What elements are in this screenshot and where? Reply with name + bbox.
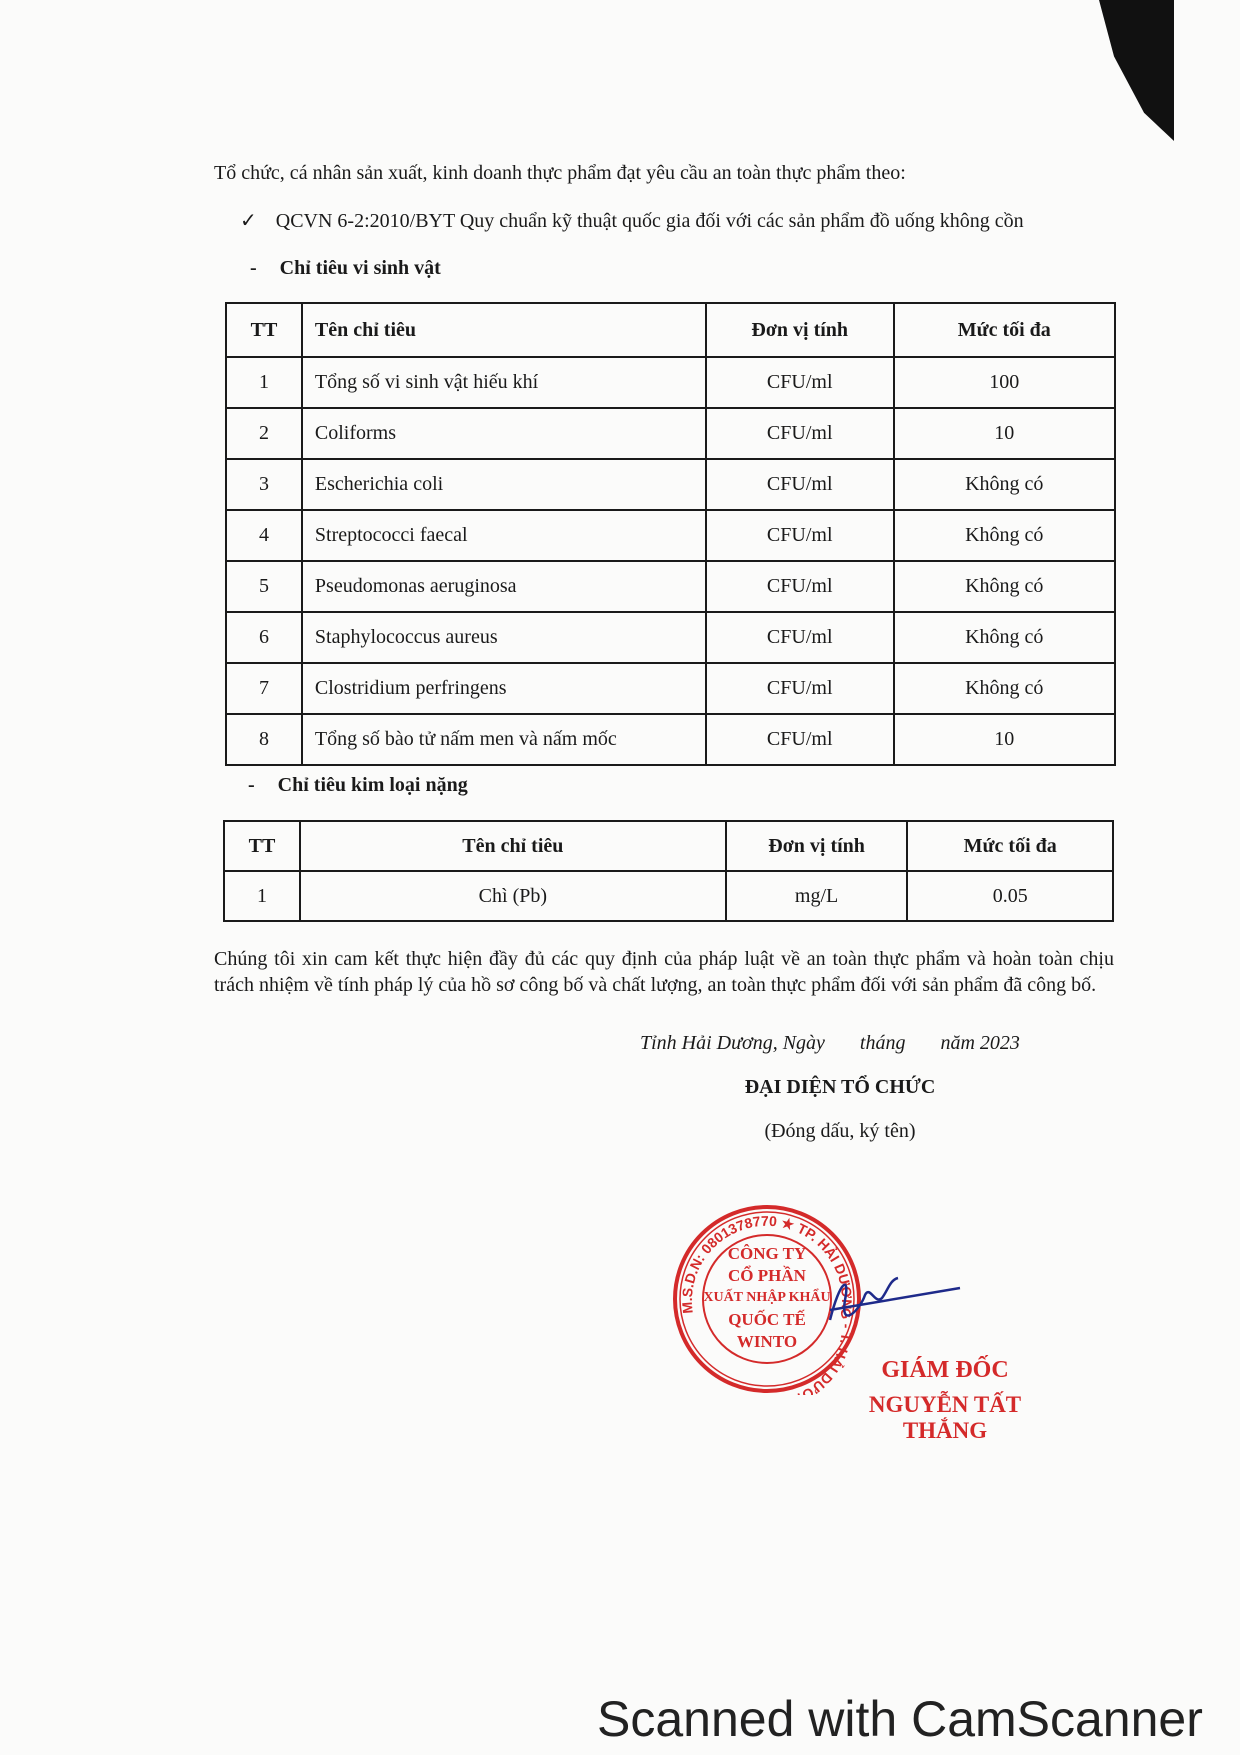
cell-max: Không có — [894, 612, 1115, 663]
header-name: Tên chỉ tiêu — [300, 821, 726, 871]
cell-tt: 7 — [226, 663, 302, 714]
sign-note: (Đóng dấu, ký tên) — [764, 1120, 916, 1142]
signature — [810, 1260, 970, 1340]
header-unit: Đơn vị tính — [706, 303, 894, 357]
cell-name: Staphylococcus aureus — [302, 612, 706, 663]
section-title: Chỉ tiêu vi sinh vật — [279, 257, 441, 279]
standard-text: QCVN 6-2:2010/BYT Quy chuẩn kỹ thuật quốc gia đối với các sản phẩm đồ uống không cồn — [275, 210, 1024, 232]
table-header — [224, 821, 1113, 871]
cell-max: Không có — [894, 561, 1115, 612]
microbiology-table — [225, 302, 1116, 766]
representative-heading: ĐẠI DIỆN TỔ CHỨC — [744, 1076, 936, 1098]
cell-tt: 6 — [226, 612, 302, 663]
stamp-line: WINTO — [736, 1332, 798, 1351]
table-row — [226, 357, 1115, 408]
stamp-outer-text-path: M.S.D.N: 0801378770 ★ TP. HẢI DƯƠNG - T. HẢI DƯƠ — [678, 1212, 856, 1395]
cell-tt: 3 — [226, 459, 302, 510]
header-max: Mức tối đa — [907, 821, 1113, 871]
cell-unit: CFU/ml — [706, 561, 894, 612]
table-row — [226, 612, 1115, 663]
cell-name: Coliforms — [302, 408, 706, 459]
cell-max: Không có — [894, 510, 1115, 561]
cell-name: Clostridium perfringens — [302, 663, 706, 714]
table-row — [226, 408, 1115, 459]
stamp-line: QUỐC TẾ — [728, 1310, 806, 1329]
cell-tt: 1 — [226, 357, 302, 408]
cell-name: Tổng số vi sinh vật hiếu khí — [302, 357, 706, 408]
stamp-line: CÔNG TY — [727, 1244, 807, 1263]
table-row — [226, 561, 1115, 612]
scan-corner-shadow — [1099, 0, 1174, 141]
cell-name: Escherichia coli — [302, 459, 706, 510]
heavy-metal-table — [223, 820, 1114, 922]
intro-text: Tổ chức, cá nhân sản xuất, kinh doanh thực phẩm đạt yêu cầu an toàn thực phẩm theo: — [214, 162, 906, 184]
cell-max: 0.05 — [907, 871, 1113, 921]
cell-name: Tổng số bào tử nấm men và nấm mốc — [302, 714, 706, 765]
cell-max: Không có — [894, 459, 1115, 510]
cell-name: Streptococci faecal — [302, 510, 706, 561]
cell-max: Không có — [894, 663, 1115, 714]
stamp-line: XUẤT NHẬP KHẨU — [703, 1290, 831, 1305]
cell-max: 100 — [894, 357, 1115, 408]
cell-name: Pseudomonas aeruginosa — [302, 561, 706, 612]
cell-unit: CFU/ml — [706, 510, 894, 561]
table-row — [226, 714, 1115, 765]
cell-tt: 8 — [226, 714, 302, 765]
signer-name: NGUYỄN TẤT THẮNG — [868, 1392, 1022, 1443]
cell-unit: CFU/ml — [706, 714, 894, 765]
stamp-line: CỔ PHẦN — [728, 1266, 806, 1285]
cell-tt: 4 — [226, 510, 302, 561]
table-row — [226, 510, 1115, 561]
cell-unit: CFU/ml — [706, 612, 894, 663]
cell-unit: CFU/ml — [706, 357, 894, 408]
table-row — [226, 459, 1115, 510]
table-header — [226, 303, 1115, 357]
camscanner-watermark: Scanned with CamScanner — [597, 1691, 1203, 1747]
commitment-paragraph: Chúng tôi xin cam kết thực hiện đầy đủ các quy định của pháp luật về an toàn thực phẩm và hoàn toàn chịu trách nhiệm về tính pháp lý của hồ sơ công bố và chất lượng, an toàn thực phẩm đối với sản phẩm đã công bố. — [214, 948, 1114, 996]
cell-tt: 5 — [226, 561, 302, 612]
cell-unit: CFU/ml — [706, 663, 894, 714]
cell-unit: mg/L — [726, 871, 908, 921]
header-name: Tên chỉ tiêu — [302, 303, 706, 357]
header-tt: TT — [224, 821, 300, 871]
date-line: Tỉnh Hải Dương, Ngày tháng năm 2023 — [640, 1032, 1020, 1054]
cell-unit: CFU/ml — [706, 459, 894, 510]
cell-name: Chì (Pb) — [300, 871, 726, 921]
section-title: Chỉ tiêu kim loại nặng — [277, 774, 468, 796]
table-row — [224, 871, 1113, 921]
section-heavy-metals — [248, 774, 468, 797]
bullet: - — [248, 774, 255, 796]
cell-tt: 2 — [226, 408, 302, 459]
header-max: Mức tối đa — [894, 303, 1115, 357]
header-tt: TT — [226, 303, 302, 357]
cell-tt: 1 — [224, 871, 300, 921]
signer-title: GIÁM ĐỐC — [881, 1357, 1009, 1383]
cell-max: 10 — [894, 714, 1115, 765]
section-microbiology — [250, 257, 441, 280]
bullet: - — [250, 257, 257, 279]
header-unit: Đơn vị tính — [726, 821, 908, 871]
cell-unit: CFU/ml — [706, 408, 894, 459]
check-icon: ✓ — [240, 210, 257, 232]
cell-max: 10 — [894, 408, 1115, 459]
table-row — [226, 663, 1115, 714]
standard-line — [240, 208, 1024, 233]
